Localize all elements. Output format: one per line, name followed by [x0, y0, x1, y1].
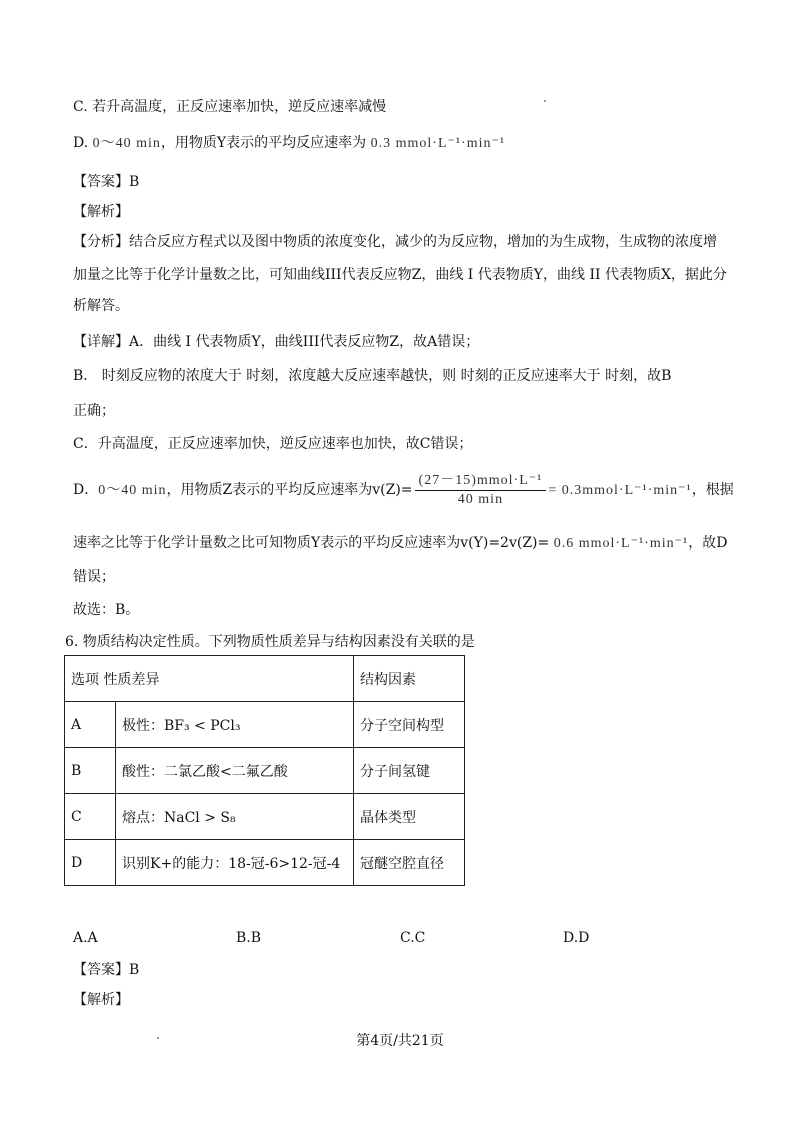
detail-d-tail: ，根据	[691, 482, 734, 498]
choice-a: A.A	[73, 930, 98, 946]
detail-d-text: ，用物质Z表示的平均反应速率为v(Z)=	[166, 482, 413, 498]
fenxi-line-3: 析解答。	[73, 298, 129, 314]
detail-d-line-1	[73, 470, 734, 510]
detail-b-line-2: 正确；	[73, 403, 115, 419]
row-a-factor: 分子空间构型	[354, 702, 465, 748]
table-row	[65, 794, 465, 840]
row-b-property: 酸性：二氯乙酸<二氟乙酸	[116, 748, 354, 794]
row-b-factor: 分子间氢键	[354, 748, 465, 794]
page-footer: 第4页/共21页	[356, 1033, 444, 1049]
detail-c-line: C．升高温度，正反应速率加快，逆反应速率也加快，故C错误；	[73, 436, 473, 452]
detail-d3-text: 速率之比等于化学计量数之比可知物质Y表示的平均反应速率为v(Y)=2v(Z)=	[73, 535, 550, 551]
option-c-text: C. 若升高温度，正反应速率加快，逆反应速率减慢	[73, 99, 387, 115]
option-d-text: ，用物质Y表示的平均反应速率为	[160, 135, 367, 151]
fenxi-line-1: 【分析】结合反应方程式以及图中物质的浓度变化，减少的为反应物，增加的为生成物，生成物的浓度增	[73, 234, 717, 250]
row-b-option: B	[65, 748, 116, 794]
header-property: 性质差异	[103, 671, 160, 688]
header-option: 选项	[71, 671, 99, 688]
scan-dot	[157, 1037, 159, 1039]
analysis-label: 【解析】	[73, 204, 129, 220]
analysis2-label: 【解析】	[73, 992, 129, 1008]
row-c-option: C	[65, 794, 116, 840]
rate-denominator: 40 min	[457, 491, 504, 507]
row-d-property: 识别K+的能力：18-冠-6>12-冠-4	[116, 840, 354, 886]
table-row	[65, 748, 465, 794]
row-a-option: A	[65, 702, 116, 748]
rate-numerator: (27－15)mmol·L⁻¹	[415, 472, 547, 491]
rate-result: = 0.3mmol·L⁻¹·min⁻¹	[548, 483, 692, 498]
detail-d3-value: 0.6 mmol·L⁻¹·min⁻¹	[553, 536, 689, 551]
answer2-label: 【答案】B	[73, 962, 140, 978]
options-table	[64, 655, 465, 886]
answer-choices	[0, 930, 800, 950]
row-d-factor: 冠醚空腔直径	[354, 840, 465, 886]
choice-b: B.B	[236, 930, 262, 946]
option-d-range: 0～40 min	[92, 136, 161, 151]
xiangjie-line: 【详解】A．曲线 I 代表物质Y，曲线III代表反应物Z，故A错误；	[73, 334, 480, 350]
option-d-prefix: D.	[73, 135, 93, 151]
answer-label: 【答案】B	[73, 174, 140, 190]
detail-d-line-3: 错误；	[73, 569, 115, 585]
rate-fraction	[415, 472, 547, 509]
table-row	[65, 840, 465, 886]
row-c-property: 熔点：NaCl > S₈	[116, 794, 354, 840]
fenxi-line-2: 加量之比等于化学计量数之比，可知曲线III代表反应物Z，曲线 I 代表物质Y，曲线 II 代表物质X，据此分	[73, 267, 727, 283]
table-header-row	[65, 656, 465, 702]
header-factor: 结构因素	[354, 656, 465, 702]
choice-d: D.D	[563, 930, 590, 946]
detail-d-line-2	[73, 533, 727, 554]
scan-dot	[544, 100, 546, 102]
choice-c: C.C	[400, 930, 426, 946]
row-c-factor: 晶体类型	[354, 794, 465, 840]
option-d-value: 0.3 mmol·L⁻¹·min⁻¹	[370, 136, 506, 151]
table-row	[65, 702, 465, 748]
option-d-line	[73, 133, 505, 154]
detail-d-prefix: D．	[73, 482, 99, 498]
detail-b-line-1: B． 时刻反应物的浓度大于 时刻，浓度越大反应速率越快，则 时刻的正反应速率大于 时刻，故B	[73, 368, 672, 384]
choose-line: 故选：B。	[73, 602, 140, 618]
detail-d3-tail: ，故D	[688, 535, 728, 551]
detail-d-range: 0～40 min	[98, 483, 167, 498]
table-header-cell	[65, 656, 354, 702]
question-6: 6. 物质结构决定性质。下列物质性质差异与结构因素没有关联的是	[65, 634, 475, 650]
row-d-option: D	[65, 840, 116, 886]
row-a-property: 极性：BF₃ < PCl₃	[116, 702, 354, 748]
